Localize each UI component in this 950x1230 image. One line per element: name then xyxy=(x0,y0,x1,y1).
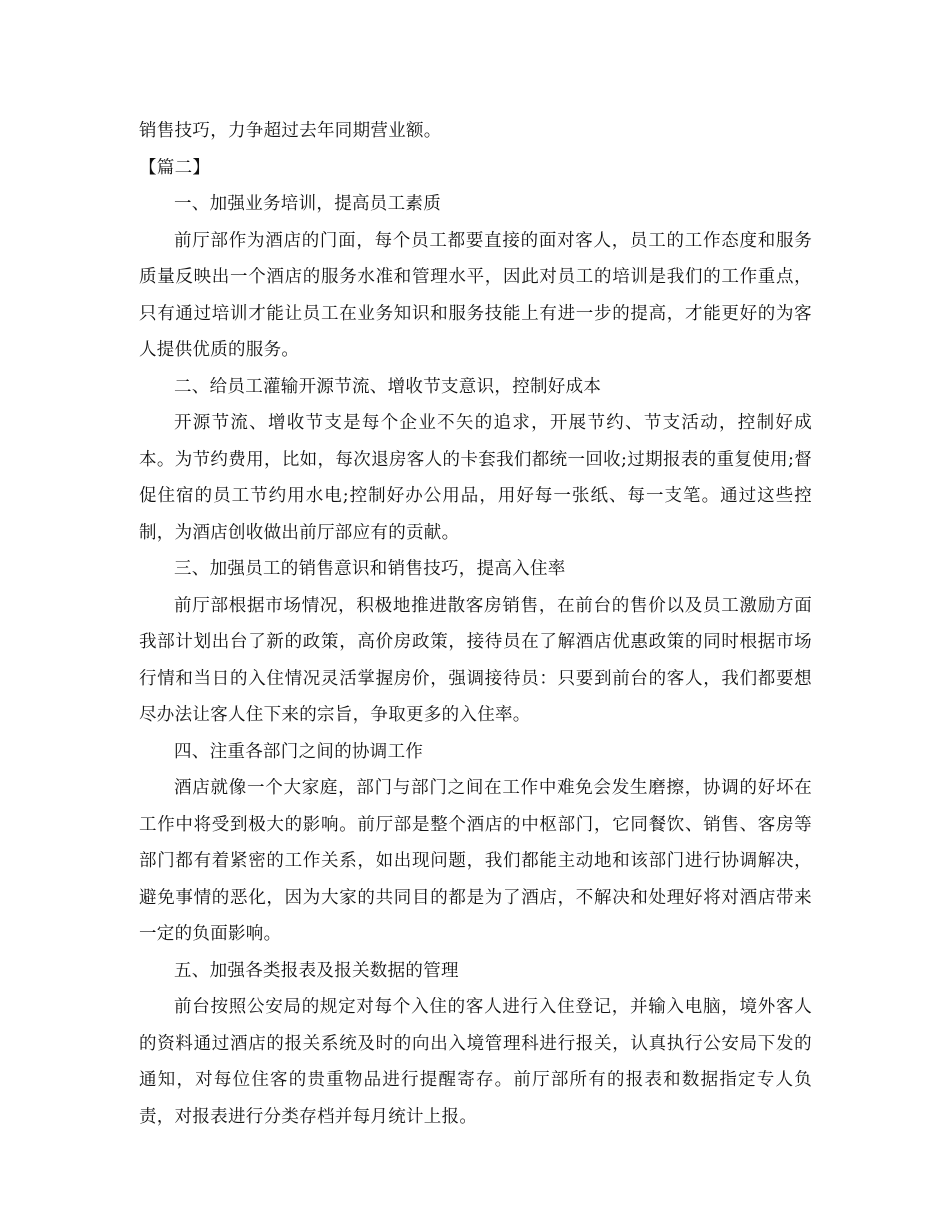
section-heading-1: 一、加强业务培训，提高员工素质 xyxy=(174,194,441,214)
paragraph-3: 前厅部根据市场情况，积极地推进散客房销售，在前台的售价以及员工激励方面我部计划出台了新的政策，高价房政策，接待员在了解酒店优惠政策的同时根据市场行情和当日的入住情况灵活掌握房价，强调接待员：只要到前台的客人，我们都要想尽办法让客人住下来的宗旨，争取更多的入住率。 xyxy=(139,595,812,725)
document-body xyxy=(139,113,812,1135)
paragraph-5: 前台按照公安局的规定对每个入住的客人进行入住登记，并输入电脑，境外客人的资料通过酒店的报关系统及时的向出入境管理科进行报关，认真执行公安局下发的通知，对每位住客的贵重物品进行提醒寄存。前厅部所有的报表和数据指定专人负责，对报表进行分类存档并每月统计上报。 xyxy=(139,997,812,1127)
section-label: 【篇二】 xyxy=(139,157,211,178)
section-heading-2: 二、给员工灌输开源节流、增收节支意识，控制好成本 xyxy=(174,376,602,397)
paragraph-2: 开源节流、增收节支是每个企业不矢的追求，开展节约、节支活动，控制好成本。为节约费用，比如，每次退房客人的卡套我们都统一回收;过期报表的重复使用;督促住宿的员工节约用水电;控制好办公用品，用好每一张纸、每一支笔。通过这些控制，为酒店创收做出前厅部应有的贡献。 xyxy=(139,413,812,543)
paragraph-4: 酒店就像一个大家庭，部门与部门之间在工作中难免会发生磨擦，协调的好坏在工作中将受到极大的影响。前厅部是整个酒店的中枢部门，它同餐饮、销售、客房等部门都有着紧密的工作关系，如出现问题，我们都能主动地和该部门进行协调解决，避免事情的恶化，因为大家的共同目的都是为了酒店，不解决和处理好将对酒店带来一定的负面影响。 xyxy=(139,778,812,944)
paragraph-1: 前厅部作为酒店的门面，每个员工都要直接的面对客人，员工的工作态度和服务质量反映出一个酒店的服务水准和管理水平，因此对员工的培训是我们的工作重点，只有通过培训才能让员工在业务知识和服务技能上有进一步的提高，才能更好的为客人提供优质的服务。 xyxy=(139,230,812,360)
section-heading-3: 三、加强员工的销售意识和销售技巧，提高入住率 xyxy=(174,559,566,579)
section-heading-5: 五、加强各类报表及报关数据的管理 xyxy=(174,960,459,981)
paragraph-continuation: 销售技巧，力争超过去年同期营业额。 xyxy=(139,121,442,141)
section-heading-4: 四、注重各部门之间的协调工作 xyxy=(174,741,424,762)
